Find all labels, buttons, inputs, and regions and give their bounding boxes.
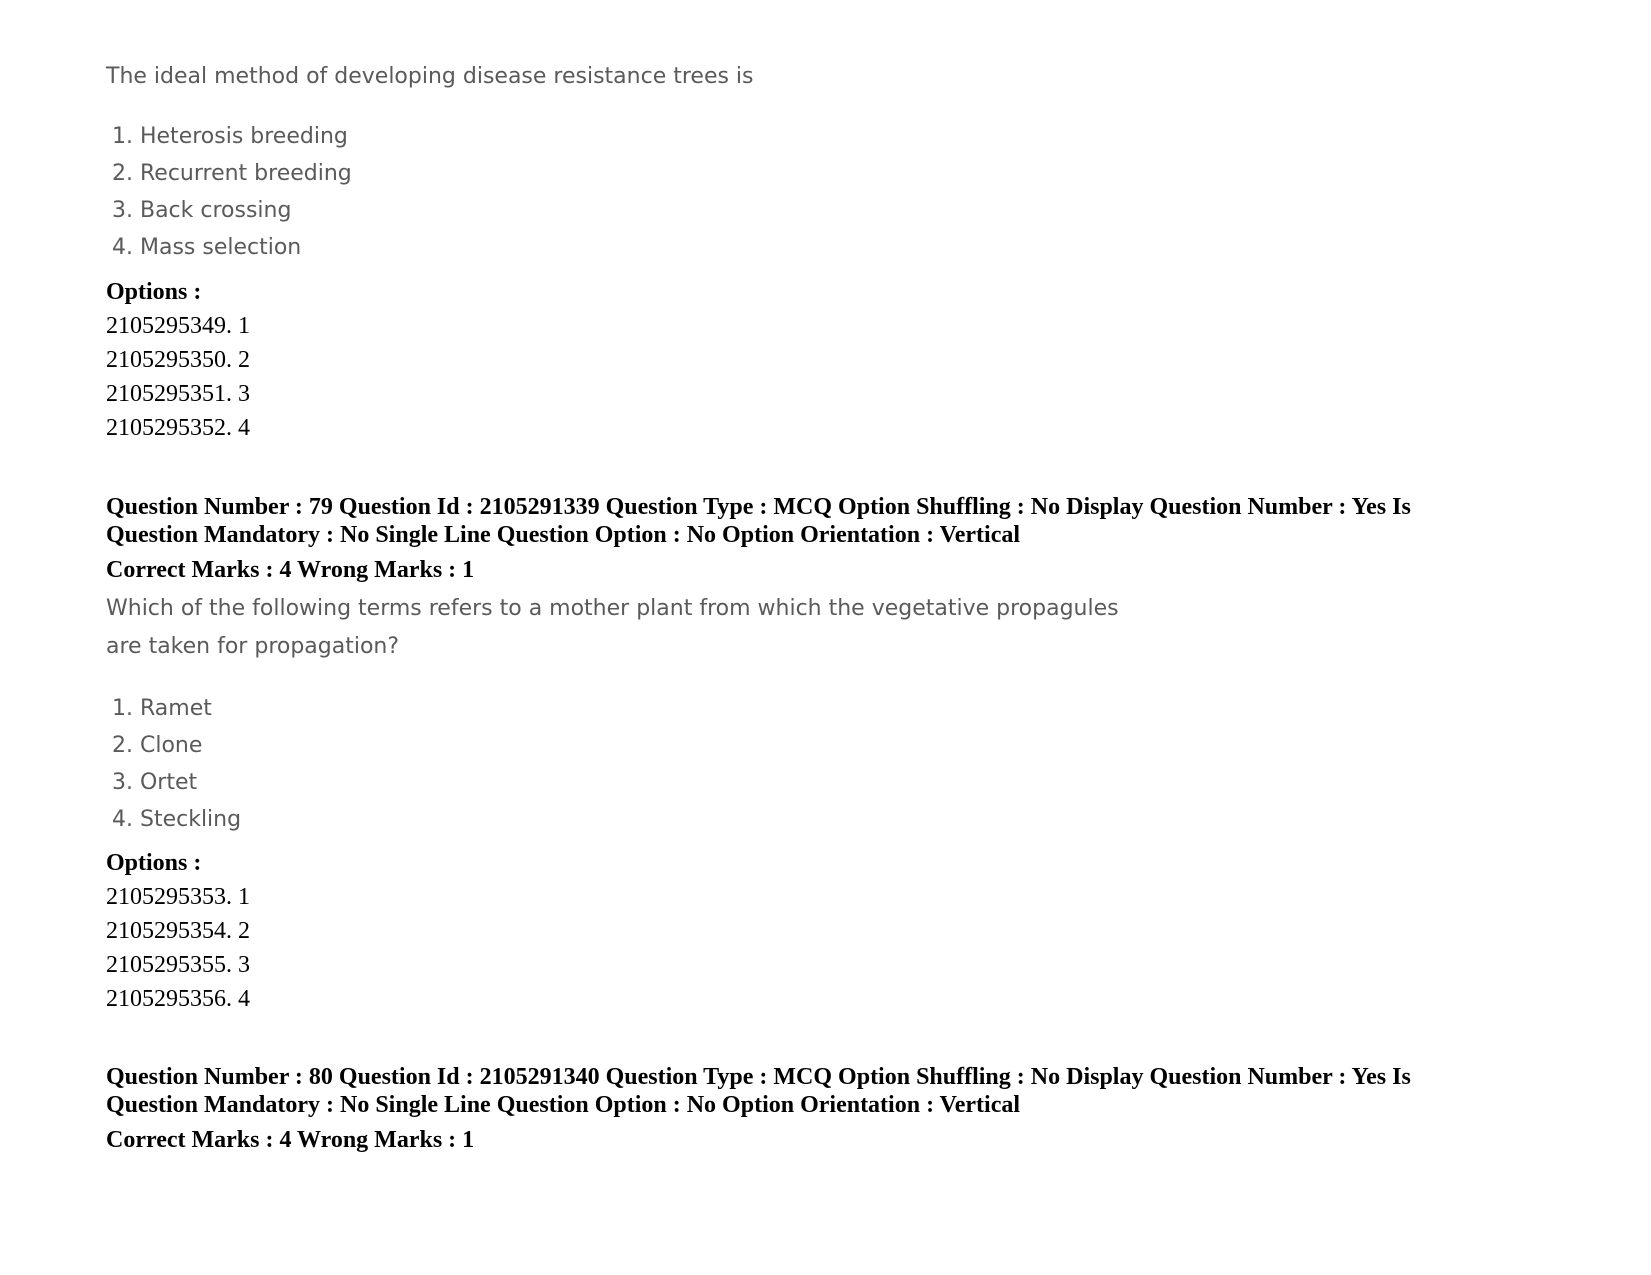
question-header: Question Number : 80 Question Id : 2105291340 Question Type : MCQ Option Shuffling : No Display Question Number : Yes Is: [106, 1064, 1411, 1090]
option-id: 2105295352. 4: [106, 415, 250, 441]
option-id: 2105295351. 3: [106, 381, 250, 407]
question-header: Question Mandatory : No Single Line Question Option : No Option Orientation : Vertical: [106, 522, 1021, 548]
answer-choice: 1. Ramet: [112, 696, 212, 721]
options-label: Options :: [106, 850, 202, 876]
question-marks: Correct Marks : 4 Wrong Marks : 1: [106, 557, 475, 583]
answer-choice: 4. Mass selection: [112, 235, 302, 260]
option-id: 2105295355. 3: [106, 952, 250, 978]
answer-choice: 1. Heterosis breeding: [112, 124, 348, 149]
option-id: 2105295354. 2: [106, 918, 250, 944]
answer-choice: 3. Back crossing: [112, 198, 292, 223]
question-header: Question Number : 79 Question Id : 2105291339 Question Type : MCQ Option Shuffling : No Display Question Number : Yes Is: [106, 494, 1411, 520]
question-text: The ideal method of developing disease resistance trees is: [106, 64, 754, 89]
answer-choice: 2. Recurrent breeding: [112, 161, 352, 186]
question-text: Which of the following terms refers to a mother plant from which the vegetative propagules: [106, 596, 1119, 621]
answer-choice: 2. Clone: [112, 733, 203, 758]
answer-choice: 3. Ortet: [112, 770, 198, 795]
option-id: 2105295350. 2: [106, 347, 250, 373]
answer-choice: 4. Steckling: [112, 807, 242, 832]
options-label: Options :: [106, 279, 202, 305]
option-id: 2105295349. 1: [106, 313, 250, 339]
option-id: 2105295356. 4: [106, 986, 250, 1012]
question-header: Question Mandatory : No Single Line Question Option : No Option Orientation : Vertical: [106, 1092, 1021, 1118]
question-marks: Correct Marks : 4 Wrong Marks : 1: [106, 1127, 475, 1153]
option-id: 2105295353. 1: [106, 884, 250, 910]
question-text: are taken for propagation?: [106, 634, 400, 659]
